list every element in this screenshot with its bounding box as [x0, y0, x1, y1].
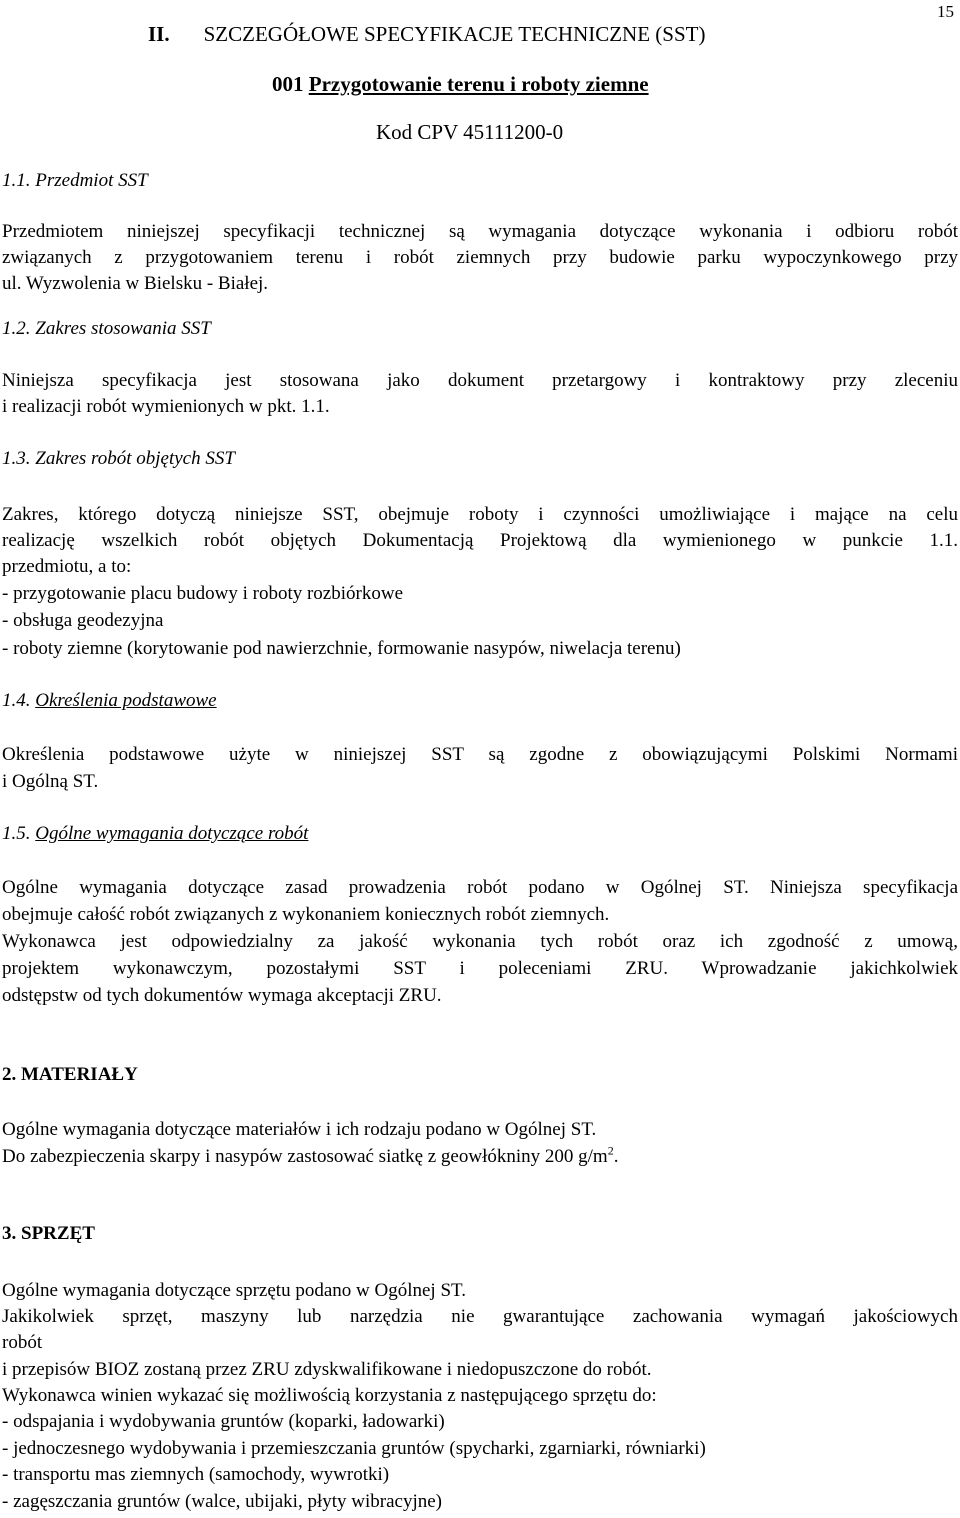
- page-number: 15: [937, 2, 954, 21]
- paragraph-line: Wykonawca winien wykazać się możliwością korzystania z następującego sprzętu do:: [2, 1385, 657, 1406]
- heading-title: Zakres robót objętych SST: [35, 448, 235, 469]
- section-heading-1-5: [2, 823, 308, 845]
- paragraph-line: Niniejsza specyfikacja jest stosowana jako dokument przetargowy i kontraktowy przy zleceniu: [2, 370, 958, 391]
- cpv-code: Kod CPV 45111200-0: [376, 120, 564, 144]
- paragraph-line: Ogólne wymagania dotyczące materiałów i ich rodzaju podano w Ogólnej ST.: [2, 1119, 597, 1140]
- paragraph-line: Zakres, którego dotyczą niniejsze SST, obejmuje roboty i czynności umożliwiające i mające na celu: [2, 504, 958, 525]
- heading-title: Określenia podstawowe: [35, 690, 217, 711]
- section-heading-3: [2, 1223, 95, 1245]
- list-item: - roboty ziemne (korytowanie pod nawierzchnie, formowanie nasypów, niwelacja terenu): [2, 638, 681, 659]
- paragraph-line: i przepisów BIOZ zostaną przez ZRU zdyskwalifikowane i niedopuszczone do robót.: [2, 1359, 652, 1380]
- paragraph-line: [2, 1144, 958, 1170]
- section-heading-1-3: [2, 448, 235, 470]
- heading-title: MATERIAŁY: [21, 1064, 138, 1085]
- list-item: - zagęszczania gruntów (walce, ubijaki, płyty wibracyjne): [2, 1491, 442, 1512]
- header-roman-numeral: II.: [148, 22, 170, 46]
- paragraph-line: Ogólne wymagania dotyczące sprzętu podano w Ogólnej ST.: [2, 1280, 466, 1301]
- paragraph-line: odstępstw od tych dokumentów wymaga akceptacji ZRU.: [2, 985, 442, 1006]
- paragraph-line: obejmuje całość robót związanych z wykonaniem koniecznych robót ziemnych.: [2, 904, 610, 925]
- paragraph-line: Określenia podstawowe użyte w niniejszej SST są zgodne z obowiązującymi Polskimi Normami: [2, 744, 958, 765]
- heading-title: SPRZĘT: [21, 1223, 95, 1244]
- list-item: - jednoczesnego wydobywania i przemieszczania gruntów (spycharki, zgarniarki, równiarki): [2, 1438, 706, 1459]
- list-item: - obsługa geodezyjna: [2, 610, 164, 631]
- paragraph-text-end: .: [613, 1146, 619, 1167]
- section-heading-2: [2, 1064, 138, 1086]
- paragraph-line: robót: [2, 1332, 43, 1353]
- paragraph-line: związanych z przygotowaniem terenu i robót ziemnych przy budowie parku wypoczynkowego przy: [2, 247, 958, 268]
- section-subtitle: [272, 72, 649, 97]
- heading-number: 1.1.: [2, 170, 31, 191]
- subtitle-number: 001: [272, 72, 304, 96]
- list-item: - odspajania i wydobywania gruntów (koparki, ładowarki): [2, 1411, 445, 1432]
- heading-title: Przedmiot SST: [35, 170, 148, 191]
- paragraph-line: i Ogólną ST.: [2, 771, 99, 792]
- paragraph-line: Wykonawca jest odpowiedzialny za jakość wykonania tych robót oraz ich zgodność z umową,: [2, 931, 958, 952]
- paragraph-line: i realizacji robót wymienionych w pkt. 1.1.: [2, 396, 330, 417]
- paragraph-line: Jakikolwiek sprzęt, maszyny lub narzędzia nie gwarantujące zachowania wymagań jakościowych: [2, 1306, 958, 1327]
- paragraph-line: realizację wszelkich robót objętych Dokumentacją Projektową dla wymienionego w punkcie 1.1.: [2, 530, 958, 551]
- heading-number: 3.: [2, 1223, 17, 1244]
- section-heading-1-4: [2, 690, 217, 712]
- heading-title: Zakres stosowania SST: [35, 318, 211, 339]
- list-item: - przygotowanie placu budowy i roboty rozbiórkowe: [2, 583, 404, 604]
- paragraph-line: ul. Wyzwolenia w Bielsku - Białej.: [2, 273, 269, 294]
- paragraph-line: projektem wykonawczym, pozostałymi SST i poleceniami ZRU. Wprowadzanie jakichkolwiek: [2, 958, 958, 979]
- paragraph-line: przedmiotu, a to:: [2, 556, 132, 577]
- section-heading-1-1: [2, 170, 148, 192]
- subtitle-text: Przygotowanie terenu i roboty ziemne: [308, 72, 649, 96]
- header-title: SZCZEGÓŁOWE SPECYFIKACJE TECHNICZNE (SST): [203, 22, 706, 46]
- superscript: 2: [607, 1143, 614, 1158]
- heading-number: 1.4.: [2, 690, 31, 711]
- heading-title: Ogólne wymagania dotyczące robót: [35, 823, 309, 844]
- paragraph-text: Do zabezpieczenia skarpy i nasypów zastosować siatkę z geowłókniny 200 g/m: [2, 1146, 608, 1167]
- heading-number: 1.5.: [2, 823, 31, 844]
- heading-number: 1.3.: [2, 448, 31, 469]
- section-heading-1-2: [2, 318, 211, 340]
- heading-number: 2.: [2, 1064, 17, 1085]
- list-item: - transportu mas ziemnych (samochody, wywrotki): [2, 1464, 390, 1485]
- paragraph-line: Ogólne wymagania dotyczące zasad prowadzenia robót podano w Ogólnej ST. Niniejsza specyfikacja: [2, 877, 958, 898]
- heading-number: 1.2.: [2, 318, 31, 339]
- document-header: [148, 22, 705, 47]
- paragraph-line: Przedmiotem niniejszej specyfikacji technicznej są wymagania dotyczące wykonania i odbioru robót: [2, 221, 958, 242]
